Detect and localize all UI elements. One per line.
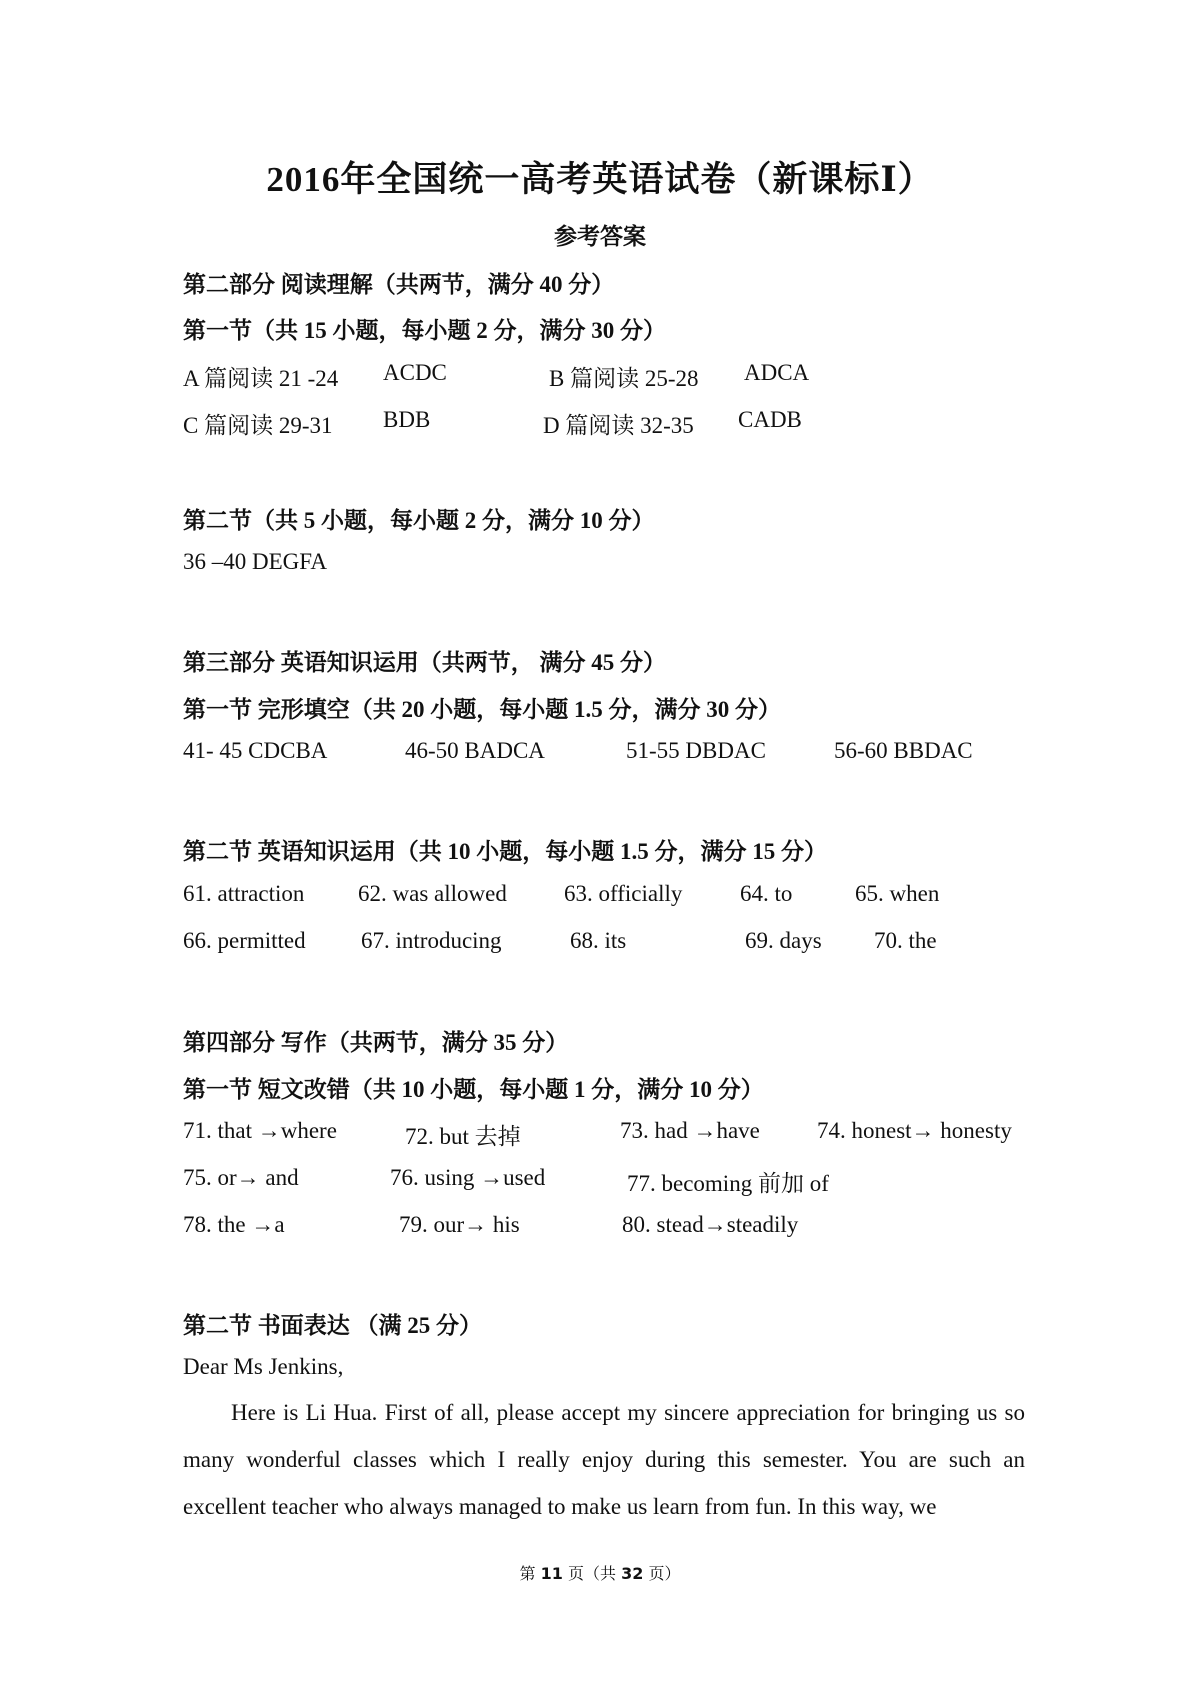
answer-item: 69. days	[745, 928, 822, 953]
correction-item: 72. but 去掉	[405, 1124, 521, 1149]
part4-sec2-heading: 第二节 书面表达 （满 25 分）	[183, 1313, 482, 1338]
correction-item: 80. stead→steadily	[622, 1212, 799, 1237]
answer-item: 65. when	[855, 881, 940, 906]
answer-label: D 篇阅读 32-35	[543, 413, 694, 438]
part2-heading: 第二部分 阅读理解（共两节，满分 40 分）	[183, 272, 615, 297]
page-number: 11	[540, 1564, 563, 1583]
answer-label: A 篇阅读 21 -24	[183, 366, 339, 391]
correction-item: 76. using →used	[390, 1165, 546, 1190]
answer-item: 70. the	[874, 928, 937, 953]
page-total: 32	[621, 1564, 644, 1583]
answer-item: 61. attraction	[183, 881, 305, 906]
answer-item: 67. introducing	[361, 928, 502, 953]
answer-value: CADB	[738, 407, 802, 432]
answer-group: 51-55 DBDAC	[626, 738, 766, 763]
answer-item: 63. officially	[564, 881, 683, 906]
letter-salutation: Dear Ms Jenkins,	[183, 1354, 344, 1379]
correction-item: 78. the →a	[183, 1212, 285, 1237]
footer-suffix: 页）	[643, 1564, 681, 1583]
answer-value: ADCA	[744, 360, 810, 385]
correction-item: 77. becoming 前加 of	[627, 1171, 829, 1196]
correction-item: 74. honest→ honesty	[817, 1118, 1012, 1143]
part3-sec1-heading: 第一节 完形填空（共 20 小题，每小题 1.5 分，满分 30 分）	[183, 697, 781, 722]
answer-group: 46-50 BADCA	[405, 738, 545, 763]
answer-value: BDB	[383, 407, 431, 432]
answer-item: 68. its	[570, 928, 627, 953]
part3-sec2-heading: 第二节 英语知识运用（共 10 小题，每小题 1.5 分，满分 15 分）	[183, 839, 827, 864]
document-title: 2016年全国统一高考英语试卷（新课标Ⅰ）	[266, 160, 934, 199]
part4-heading: 第四部分 写作（共两节，满分 35 分）	[183, 1030, 569, 1055]
footer-prefix: 第	[519, 1564, 541, 1583]
part2-sec1-heading: 第一节（共 15 小题，每小题 2 分，满分 30 分）	[183, 318, 666, 343]
answer-group: 56-60 BBDAC	[834, 738, 973, 763]
correction-item: 73. had →have	[620, 1118, 760, 1143]
footer-middle: 页（共	[562, 1564, 622, 1583]
answer-group: 41- 45 CDCBA	[183, 738, 328, 763]
answer-row: 36 –40 DEGFA	[183, 549, 327, 574]
letter-paragraph: Here is Li Hua. First of all, please accept my sincere appreciation for bringing us so many wonderful classes which I really enjoy during this semester. You are such an excellent teacher who always managed to make us learn from fun. In this way, we	[183, 1400, 1025, 1519]
correction-item: 75. or→ and	[183, 1165, 299, 1190]
answer-label: B 篇阅读 25-28	[549, 366, 699, 391]
page-footer	[0, 1561, 1200, 1584]
document-subtitle: 参考答案	[554, 224, 646, 249]
part3-heading: 第三部分 英语知识运用（共两节， 满分 45 分）	[183, 650, 666, 675]
answer-item: 64. to	[740, 881, 793, 906]
part2-sec2-heading: 第二节（共 5 小题，每小题 2 分，满分 10 分）	[183, 508, 655, 533]
answer-item: 62. was allowed	[358, 881, 507, 906]
correction-item: 79. our→ his	[399, 1212, 520, 1237]
answer-value: ACDC	[383, 360, 447, 385]
correction-item: 71. that →where	[183, 1118, 337, 1143]
part4-sec1-heading: 第一节 短文改错（共 10 小题，每小题 1 分，满分 10 分）	[183, 1077, 764, 1102]
answer-label: C 篇阅读 29-31	[183, 413, 333, 438]
answer-item: 66. permitted	[183, 928, 306, 953]
